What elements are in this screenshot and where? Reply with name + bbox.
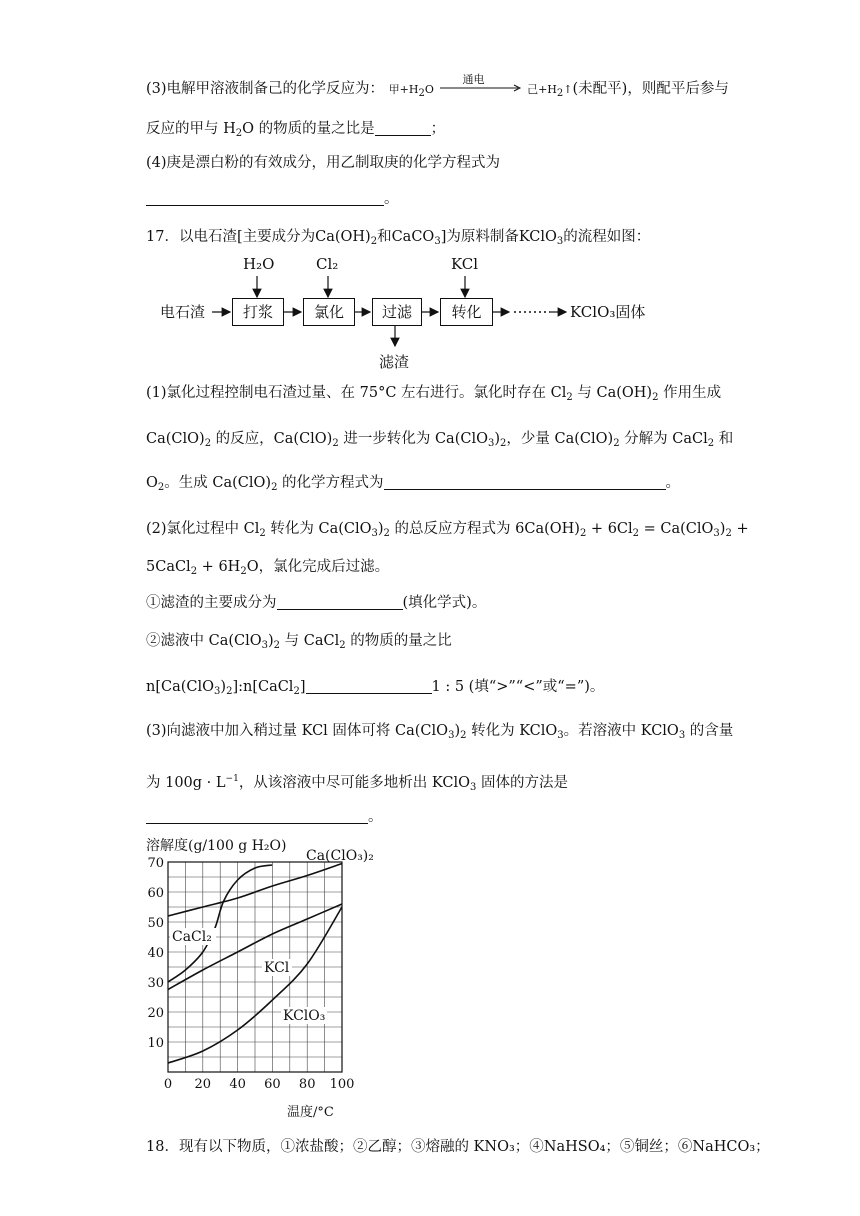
q17-part1-line1: (1)氯化过程控制电石渣过量、在 75°C 左右进行。氯化时存在 $Cl_2$ 与 $Ca(OH)_2$ 作用生成 — [146, 385, 722, 403]
q16-part3-line2: 反应的甲与 $H_2O$ 的物质的量之比是 ； — [146, 121, 446, 139]
q16-part3-line1: (3)电解甲溶液制备己的化学反应为： 甲$+H_2O$ 通电 己$+H_2↑$(未配平)，则配平后参与 — [146, 73, 729, 99]
y-tick-label: 20 — [147, 1006, 164, 1021]
flow-step-dajiang: 打浆 — [232, 298, 284, 326]
flow-input-kcl: KCl — [451, 255, 479, 273]
x-tick-label: 100 — [329, 1077, 355, 1092]
q17-part3-line3: 。 — [146, 806, 383, 828]
solubility-chart — [140, 832, 440, 1132]
y-tick-label: 40 — [147, 946, 164, 961]
flow-input-water: H₂O — [243, 255, 275, 273]
q17-part2-line1: (2)氯化过程中 $Cl_2$ 转化为 $Ca(ClO_3)_2$ 的总反应方程式为 $6Ca(OH)_2 + 6Cl_2 = Ca(ClO_3)_2$ + — [146, 521, 749, 539]
y-tick-label: 50 — [147, 916, 164, 931]
y-tick-label: 10 — [147, 1036, 164, 1051]
answer-blank[interactable] — [146, 189, 384, 206]
chart-grid — [168, 862, 342, 1072]
y-tick-label: 30 — [147, 976, 164, 991]
y-tick-label: 70 — [147, 856, 164, 871]
x-tick-label: 20 — [194, 1077, 212, 1092]
q16-part4-line1: (4)庚是漂白粉的有效成分，用乙制取庚的化学方程式为 — [146, 155, 501, 171]
label-cacl2: CaCl₂ — [172, 929, 212, 945]
flow-end-label: KClO₃固体 — [570, 303, 646, 321]
x-tick-label: 0 — [163, 1077, 173, 1092]
q17-part3-line2: 为 $100g \cdot L^{-1}$，从该溶液中尽可能多地析出 KClO$_3$ 固体的方法是 — [146, 774, 568, 793]
q17-intro: 17．以电石渣[主要成分为$Ca(OH)_2$和CaCO$_3$]为原料制备KClO$_3$的流程如图： — [146, 229, 651, 247]
q17-part2-line2: 5CaCl$_2$ + $6H_2O$，氯化完成后过滤。 — [146, 559, 390, 577]
flow-input-chlorine: Cl₂ — [316, 255, 339, 273]
flow-start-label: 电石渣 — [160, 303, 206, 321]
answer-blank[interactable] — [384, 473, 666, 490]
flow-residue-label: 滤渣 — [379, 353, 410, 371]
x-tick-label: 60 — [264, 1077, 281, 1092]
chart-ylabel: 溶解度(g/100 g H₂O) — [146, 838, 287, 854]
flow-step-filtration: 过滤 — [372, 298, 422, 326]
q17-part1-line3: $O_2$。生成 $Ca(ClO)_2$ 的化学方程式为 。 — [146, 475, 681, 493]
x-tick-label: 80 — [298, 1077, 316, 1092]
answer-blank[interactable] — [375, 119, 431, 136]
chart-series-labels — [170, 848, 374, 1024]
label-kcl: KCl — [264, 960, 290, 976]
answer-blank[interactable] — [146, 807, 368, 824]
q18-intro: 18．现有以下物质，①浓盐酸；②乙醇；③熔融的 KNO₃；④NaHSO₄；⑤铜丝；⑥NaHCO₃； — [146, 1139, 770, 1155]
q17-part2-sub2-line1: ②滤液中 $Ca(ClO_3)_2$ 与 CaCl$_2$ 的物质的量之比 — [146, 633, 452, 651]
q16-part4-line2: 。 — [146, 188, 399, 210]
flow-arrows — [0, 252, 860, 372]
chart-xlabel: 温度/°C — [287, 1105, 334, 1120]
electrolysis-arrow: 通电 — [438, 79, 522, 95]
label-kclo3: KClO₃ — [283, 1008, 326, 1024]
q17-part2-sub1: ①滤渣的主要成分为 (填化学式)。 — [146, 595, 487, 611]
flow-step-chlorination: 氯化 — [303, 298, 355, 326]
answer-blank[interactable] — [277, 593, 403, 610]
flow-step-conversion: 转化 — [440, 298, 493, 326]
chart-ticks — [147, 856, 354, 1092]
x-tick-label: 40 — [229, 1077, 246, 1092]
label-ca-clo3-2: Ca(ClO₃)₂ — [306, 848, 374, 864]
q17-part3-line1: (3)向滤液中加入稍过量 KCl 固体可将 $Ca(ClO_3)_2$ 转化为 KClO$_3$。若溶液中 KClO$_3$ 的含量 — [146, 723, 734, 741]
y-tick-label: 60 — [147, 886, 164, 901]
answer-blank[interactable] — [306, 677, 432, 694]
q17-part2-sub2-line2: $n[Ca(ClO_3)_2]:n[CaCl_2]$ 1 : 5 (填“>”“<”或“=”)。 — [146, 679, 605, 697]
q17-part1-line2: $Ca(ClO)_2$ 的反应，$Ca(ClO)_2$ 进一步转化为 $Ca(ClO_3)_2$，少量 $Ca(ClO)_2$ 分解为 CaCl$_2$ 和 — [146, 431, 734, 449]
